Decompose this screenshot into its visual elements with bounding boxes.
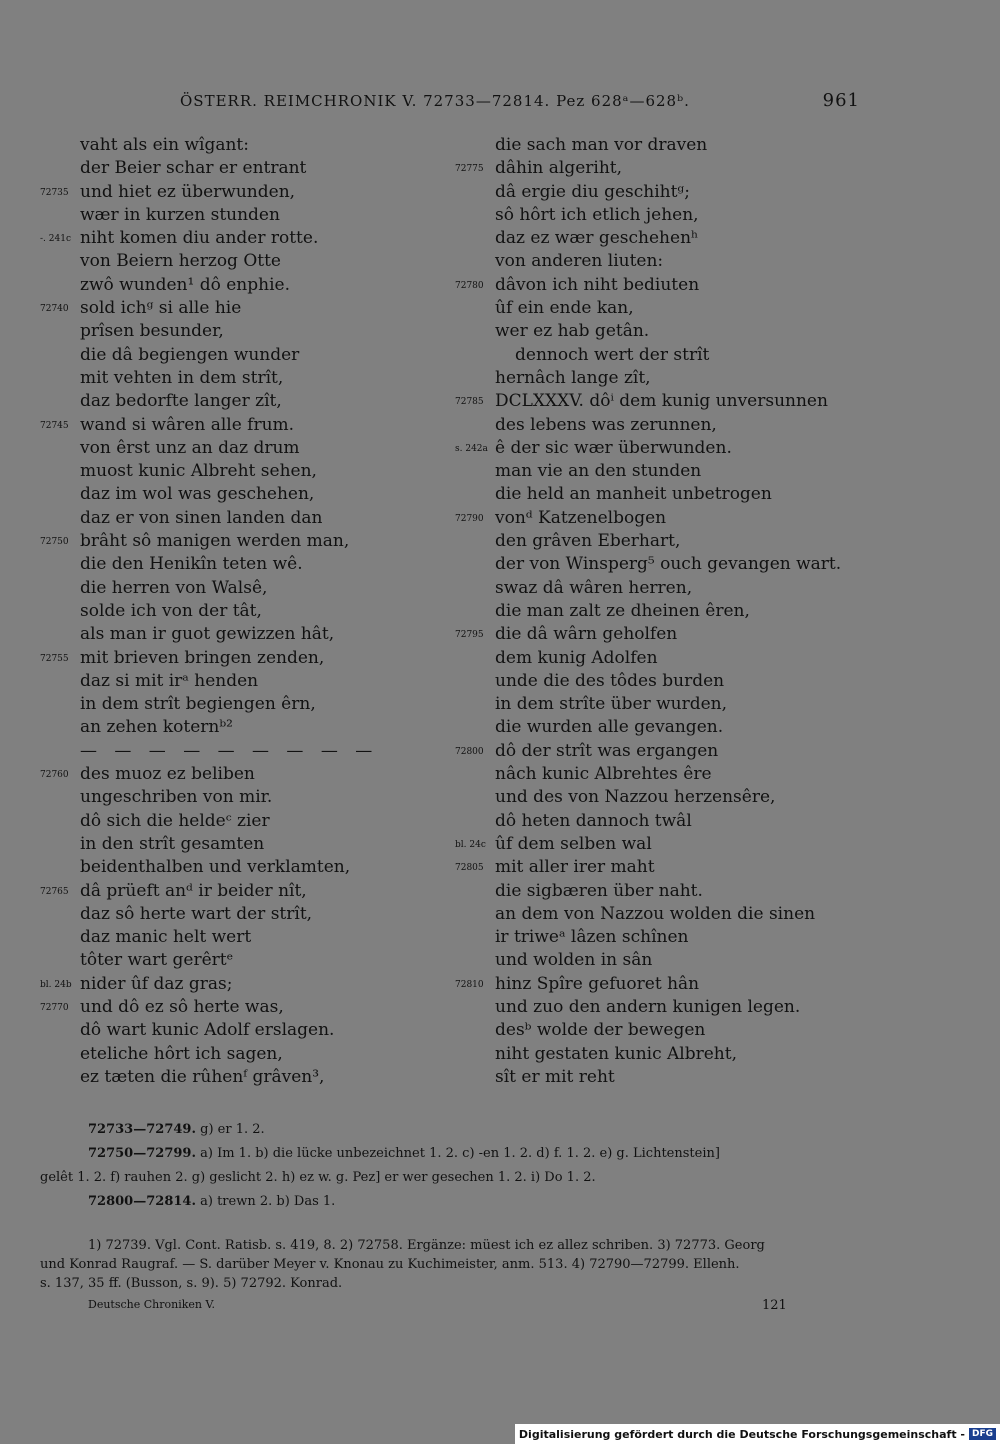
verse-line [40,460,480,483]
verse-line [455,740,905,763]
verse-line [40,623,480,646]
verse-line [40,553,480,576]
verse-text: swaz dâ wâren herren, [495,577,693,598]
verse-text: daz bedorfte langer zît, [80,391,282,412]
verse-line [40,227,480,250]
verse-text: DCLXXXV. dôⁱ dem kunig unversunnen [495,391,828,412]
verse-line [455,460,905,483]
verse-text: muost kunic Albreht sehen, [80,461,317,482]
page-number: 961 [822,90,860,111]
verse-text: desᵇ wolde der bewegen [495,1020,706,1041]
verse-text: von anderen liuten: [495,251,664,272]
verse-text: daz ez wær geschehenʰ [495,228,699,249]
verse-number: 72780 [455,280,484,291]
verse-text: an zehen koternᵇ² [80,717,233,738]
apparatus-text: g) er 1. 2. [200,1122,265,1137]
verse-line [455,414,905,437]
verse-line [40,949,480,972]
verse-line [455,716,905,739]
verse-text: mit aller irer maht [495,857,655,878]
verse-text: als man ir guot gewizzen hât, [80,624,335,645]
verse-line [40,297,480,320]
verse-line [40,763,480,786]
verse-text: den grâven Eberhart, [495,531,681,552]
apparatus-line [40,1118,860,1142]
verse-text: in den strît gesamten [80,833,265,854]
verse-line [455,134,905,157]
verse-text: von êrst unz an daz drum [80,437,300,458]
verse-text: des muoz ez beliben [80,764,255,785]
verse-text: ûf ein ende kan, [495,298,634,319]
verse-line [40,134,480,157]
left-verse-column [40,134,480,1089]
verse-line [455,786,905,809]
verse-text: wer ez hab getân. [495,321,650,342]
verse-text: die den Henikîn teten wê. [80,554,303,575]
footnotes [40,1236,868,1293]
verse-line [40,600,480,623]
verse-line [455,647,905,670]
footnote-line: 1) 72739. Vgl. Cont. Ratisb. s. 419, 8. 2) 72758. Ergänze: müest ich ez allez schriben. 3) 72773. Georg [88,1238,765,1253]
verse-line [40,320,480,343]
verse-line [40,250,480,273]
verse-line [455,926,905,949]
verse-line [455,577,905,600]
verse-line [40,903,480,926]
verse-text: dâ ergie diu geschihtᵍ; [495,181,690,202]
verse-line [455,437,905,460]
verse-number: 72775 [455,164,484,175]
verse-text: — — — — — — — — — [80,740,379,761]
verse-text: wær in kurzen stunden [80,204,280,225]
verse-text: und wolden in sân [495,950,653,971]
verse-line [40,716,480,739]
apparatus-line [40,1190,860,1214]
verse-text: die sigbæren über naht. [495,880,703,901]
verse-line [40,693,480,716]
verse-line [455,320,905,343]
apparatus-range: 72750—72799. [88,1146,196,1161]
verse-number: 72785 [455,397,484,408]
verse-number: 72795 [455,630,484,641]
verse-line [40,880,480,903]
apparatus-range: 72733—72749. [88,1122,196,1137]
verse-line [455,1043,905,1066]
verse-line [455,553,905,576]
verse-line [455,856,905,879]
verse-text: dâhin algeriht, [495,158,623,179]
apparatus-range: 72800—72814. [88,1194,196,1209]
verse-line [40,833,480,856]
verse-line [40,973,480,996]
verse-text: niht gestaten kunic Albreht, [495,1043,737,1064]
verse-line [455,600,905,623]
verse-line [455,670,905,693]
verse-line [40,414,480,437]
apparatus-text: a) Im 1. b) die lücke unbezeichnet 1. 2. c) -en 1. 2. d) f. 1. 2. e) g. Lichtenstein] [200,1146,720,1161]
verse-line [40,437,480,460]
dfg-logo-icon: DFG [969,1428,996,1440]
verse-number: bl. 24b [40,979,72,990]
verse-line [455,367,905,390]
verse-text: der Beier schar er entrant [80,158,307,179]
verse-line [455,810,905,833]
verse-text: dô der strît was ergangen [495,740,719,761]
verse-line [455,693,905,716]
critical-apparatus [40,1118,860,1214]
apparatus-line [40,1142,860,1166]
verse-text: solde ich von der tât, [80,600,262,621]
verse-text: hinz Spîre gefuoret hân [495,973,700,994]
verse-text: unde die des tôdes burden [495,670,725,691]
verse-text: und zuo den andern kunigen legen. [495,996,801,1017]
verse-line [455,973,905,996]
verse-text: dennoch wert der strît [515,344,710,365]
verse-number: 72750 [40,537,69,548]
verse-text: die held an manheit unbetrogen [495,484,772,505]
dfg-banner[interactable] [515,1424,1000,1444]
running-title: ÖSTERR. REIMCHRONIK V. 72733—72814. Pez 628ᵃ—628ᵇ. [180,92,690,110]
verse-text: sold ichᵍ si alle hie [80,298,242,319]
verse-line [455,390,905,413]
footnote-line: und Konrad Raugraf. — S. darüber Meyer v. Knonau zu Kuchimeister, anm. 513. 4) 72790—72799. Ellenh. [40,1257,740,1272]
verse-line [455,763,905,786]
verse-text: zwô wunden¹ dô enphie. [80,274,290,295]
verse-line [455,623,905,646]
verse-text: in dem strît begiengen êrn, [80,694,316,715]
verse-text: ê der sic wær überwunden. [495,437,732,458]
verse-text: nider ûf daz gras; [80,973,233,994]
verse-text: dô sich die heldeᶜ zier [80,810,270,831]
verse-number: 72740 [40,304,69,315]
apparatus-line [40,1166,860,1190]
verse-text: ir triweᵃ lâzen schînen [495,927,689,948]
verse-number: bl. 24c [455,839,486,850]
verse-line [455,157,905,180]
verse-number: 72770 [40,1002,69,1013]
verse-text: man vie an den stunden [495,461,702,482]
verse-line [455,297,905,320]
verse-text: daz si mit irᵃ henden [80,670,259,691]
verse-line [40,810,480,833]
verse-text: und des von Nazzou herzensêre, [495,787,776,808]
footer-signature: Deutsche Chroniken V. [88,1298,215,1311]
verse-text: die herren von Walsê, [80,577,268,598]
verse-line [40,786,480,809]
verse-number: s. 242a [455,443,488,454]
verse-line [455,880,905,903]
footnote-line: s. 137, 35 ff. (Busson, s. 9). 5) 72792. Konrad. [40,1276,343,1291]
verse-line [455,949,905,972]
verse-text: sô hôrt ich etlich jehen, [495,204,699,225]
verse-number: 72735 [40,187,69,198]
verse-text: beidenthalben und verklamten, [80,857,351,878]
verse-line [40,157,480,180]
verse-text: dô wart kunic Adolf erslagen. [80,1020,335,1041]
verse-line [40,926,480,949]
verse-text: dô heten dannoch twâl [495,810,692,831]
verse-text: des lebens was zerunnen, [495,414,717,435]
verse-text: ûf dem selben wal [495,833,652,854]
verse-number: 72760 [40,770,69,781]
verse-line [455,274,905,297]
verse-text: nâch kunic Albrehtes êre [495,764,712,785]
verse-line [455,530,905,553]
verse-text: mit brieven bringen zenden, [80,647,325,668]
verse-text: die dâ begiengen wunder [80,344,300,365]
verse-text: mit vehten in dem strît, [80,367,284,388]
verse-text: die sach man vor draven [495,135,708,155]
verse-line [40,390,480,413]
verse-text: dem kunig Adolfen [495,647,658,668]
verse-number: 72810 [455,979,484,990]
verse-line [40,181,480,204]
verse-text: und hiet ez überwunden, [80,181,296,202]
verse-text: vaht als ein wîgant: [80,135,249,155]
verse-line [455,181,905,204]
verse-line [40,647,480,670]
verse-line [455,204,905,227]
verse-line [455,1019,905,1042]
verse-number: 72805 [455,863,484,874]
verse-line [455,996,905,1019]
verse-text: vonᵈ Katzenelbogen [495,507,667,528]
verse-text: daz im wol was geschehen, [80,484,315,505]
verse-text: prîsen besunder, [80,321,224,342]
verse-line [40,856,480,879]
verse-text: und dô ez sô herte was, [80,996,284,1017]
verse-text: die wurden alle gevangen. [495,717,724,738]
verse-text: in dem strîte über wurden, [495,694,728,715]
verse-text: an dem von Nazzou wolden die sinen [495,903,816,924]
right-verse-column [455,134,905,1089]
verse-line [455,227,905,250]
verse-number: 72745 [40,420,69,431]
verse-line [455,483,905,506]
verse-text: von Beiern herzog Otte [80,251,281,272]
footer-sheet-number: 121 [762,1298,787,1313]
verse-text: dâvon ich niht bediuten [495,274,700,295]
verse-line [40,274,480,297]
verse-number: 72765 [40,886,69,897]
verse-number: 72800 [455,746,484,757]
verse-text: eteliche hôrt ich sagen, [80,1043,283,1064]
apparatus-text: gelêt 1. 2. f) rauhen 2. g) geslicht 2. h) ez w. g. Pez] er wer gesechen 1. 2. i) Do 1. 2. [40,1170,596,1185]
verse-line [455,1066,905,1089]
verse-text: der von Winsperg⁵ ouch gevangen wart. [495,554,842,575]
banner-text: Digitalisierung gefördert durch die Deutsche Forschungsgemeinschaft - [518,1427,965,1441]
verse-text: daz er von sinen landen dan [80,507,323,528]
verse-line [40,740,480,763]
verse-text: hernâch lange zît, [495,367,651,388]
verse-line [40,530,480,553]
verse-line [40,483,480,506]
verse-line [40,670,480,693]
apparatus-text: a) trewn 2. b) Das 1. [200,1194,336,1209]
verse-text: die man zalt ze dheinen êren, [495,600,750,621]
verse-line [455,833,905,856]
verse-text: daz sô herte wart der strît, [80,903,313,924]
verse-line [40,996,480,1019]
verse-line [455,903,905,926]
verse-line [455,507,905,530]
verse-text: wand si wâren alle frum. [80,414,295,435]
verse-text: sît er mit reht [495,1066,615,1087]
verse-line [40,344,480,367]
verse-text: dâ prüeft anᵈ ir beider nît, [80,880,307,901]
verse-line [40,1043,480,1066]
verse-number: 72790 [455,513,484,524]
verse-text: die dâ wârn geholfen [495,624,678,645]
verse-number: -. 241c [40,234,71,245]
verse-line [40,367,480,390]
verse-line [40,507,480,530]
verse-text: ungeschriben von mir. [80,787,273,808]
verse-text: tôter wart gerêrtᵉ [80,950,234,971]
verse-text: ez tæten die rûhenᶠ grâven³, [80,1066,325,1087]
verse-line [40,1066,480,1089]
verse-text: brâht sô manigen werden man, [80,531,350,552]
verse-line [455,344,905,367]
verse-line [455,250,905,273]
verse-number: 72755 [40,653,69,664]
verse-text: niht komen diu ander rotte. [80,228,319,249]
verse-line [40,204,480,227]
verse-line [40,577,480,600]
verse-line [40,1019,480,1042]
verse-text: daz manic helt wert [80,927,252,948]
